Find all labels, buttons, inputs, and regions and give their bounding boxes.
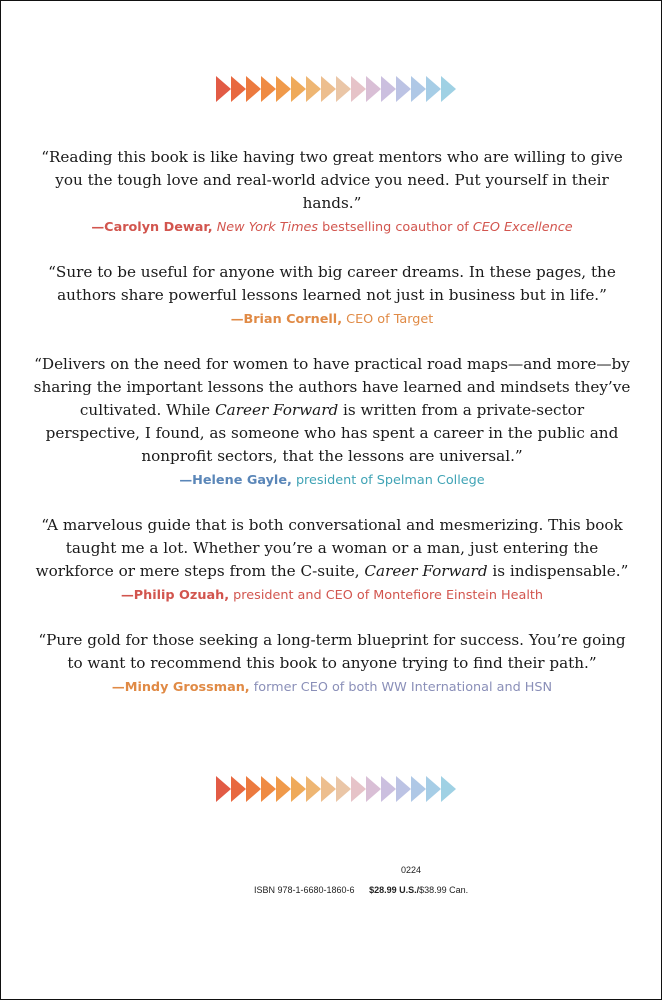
triangle-mark: [366, 776, 381, 802]
triangle-mark: [426, 776, 441, 802]
triangle-mark: [351, 776, 366, 802]
endorsements: [1, 146, 662, 721]
triangle-mark: [411, 776, 426, 802]
triangle-mark: [246, 76, 261, 102]
triangle-mark: [306, 76, 321, 102]
blurb-grossman: [32, 629, 632, 699]
quote-text-pre: “A marvelous guide that is both conversational and mesmerizing. This book taught me a lot. Whether you’re a woman or a man, just entering the workforce or mere steps from the C-suite,: [35, 516, 623, 580]
triangle-mark: [441, 76, 456, 102]
attribution: [32, 677, 632, 699]
attribution-role: president of Spelman College: [295, 473, 485, 488]
attribution-role: bestselling coauthor of: [322, 220, 469, 235]
attribution-publication: New York Times: [216, 220, 319, 235]
attribution-role: president and CEO of Montefiore Einstein Health: [233, 588, 544, 603]
quote-text: “Reading this book is like having two great mentors who are willing to give you the tough love and real-world advice you need. Put yourself in their hands.”: [41, 148, 623, 212]
triangle-pattern-top: [216, 75, 456, 103]
attribution: [32, 585, 632, 607]
attribution-name: —Helene Gayle,: [179, 473, 292, 488]
triangle-mark: [246, 776, 261, 802]
blurb-cornell: [32, 261, 632, 331]
triangle-mark: [321, 776, 336, 802]
triangle-mark: [276, 776, 291, 802]
triangle-mark: [396, 76, 411, 102]
attribution-name: —Brian Cornell,: [230, 312, 343, 327]
quote-text-post: is indispensable.”: [492, 562, 629, 580]
quote-text: “Sure to be useful for anyone with big career dreams. In these pages, the authors share powerful lessons learned not just in business but in life.”: [48, 263, 616, 304]
triangle-mark: [336, 776, 351, 802]
triangle-mark: [381, 76, 396, 102]
attribution-role: former CEO of both WW International and HSN: [253, 680, 553, 695]
blurb-gayle: [32, 353, 632, 492]
triangle-mark: [306, 776, 321, 802]
quote-text: [32, 514, 632, 583]
attribution-name: —Philip Ozuah,: [120, 588, 230, 603]
quote-text: “Pure gold for those seeking a long-term blueprint for success. You’re going to want to recommend this book to anyone trying to find their path.”: [38, 631, 626, 672]
isbn-line: [254, 885, 468, 895]
triangle-mark: [351, 76, 366, 102]
triangle-mark: [276, 76, 291, 102]
quote-text-pre: “Delivers on the need for women to have practical road maps—and more—by sharing the important lessons the authors have learned and mindsets they’ve cultivated. While: [33, 355, 631, 419]
triangle-mark: [321, 76, 336, 102]
blurb-ozuah: [32, 514, 632, 607]
blurb-dewar: [32, 146, 632, 239]
triangle-mark: [291, 776, 306, 802]
triangle-mark: [381, 776, 396, 802]
price-can: $38.99 Can.: [419, 885, 469, 895]
isbn-number: ISBN 978-1-6680-1860-6: [254, 885, 355, 895]
triangle-mark: [426, 76, 441, 102]
triangle-mark: [231, 776, 246, 802]
quote-text: [32, 353, 632, 468]
price-us: $28.99 U.S./: [369, 885, 420, 895]
triangle-mark: [291, 76, 306, 102]
attribution-book: CEO Excellence: [472, 220, 573, 235]
attribution: [32, 309, 632, 331]
attribution: [32, 217, 632, 239]
quote-text-post: is written from a private-sector perspective, I found, as someone who has spent a career in the public and nonprofit sectors, that the lessons are universal.”: [45, 401, 619, 465]
triangle-mark: [231, 76, 246, 102]
triangle-mark: [441, 776, 456, 802]
price-code: 0224: [401, 865, 422, 875]
book-title: Career Forward: [364, 562, 488, 580]
triangle-mark: [261, 776, 276, 802]
triangle-pattern-bottom: [216, 775, 456, 803]
attribution-name: —Mindy Grossman,: [111, 680, 250, 695]
triangle-mark: [336, 76, 351, 102]
attribution: [32, 470, 632, 492]
attribution-name: —Carolyn Dewar,: [91, 220, 213, 235]
attribution-role: CEO of Target: [346, 312, 434, 327]
triangle-mark: [261, 76, 276, 102]
triangle-mark: [366, 76, 381, 102]
triangle-mark: [396, 776, 411, 802]
book-title: Career Forward: [215, 401, 339, 419]
triangle-mark: [216, 76, 231, 102]
triangle-mark: [216, 776, 231, 802]
triangle-mark: [411, 76, 426, 102]
